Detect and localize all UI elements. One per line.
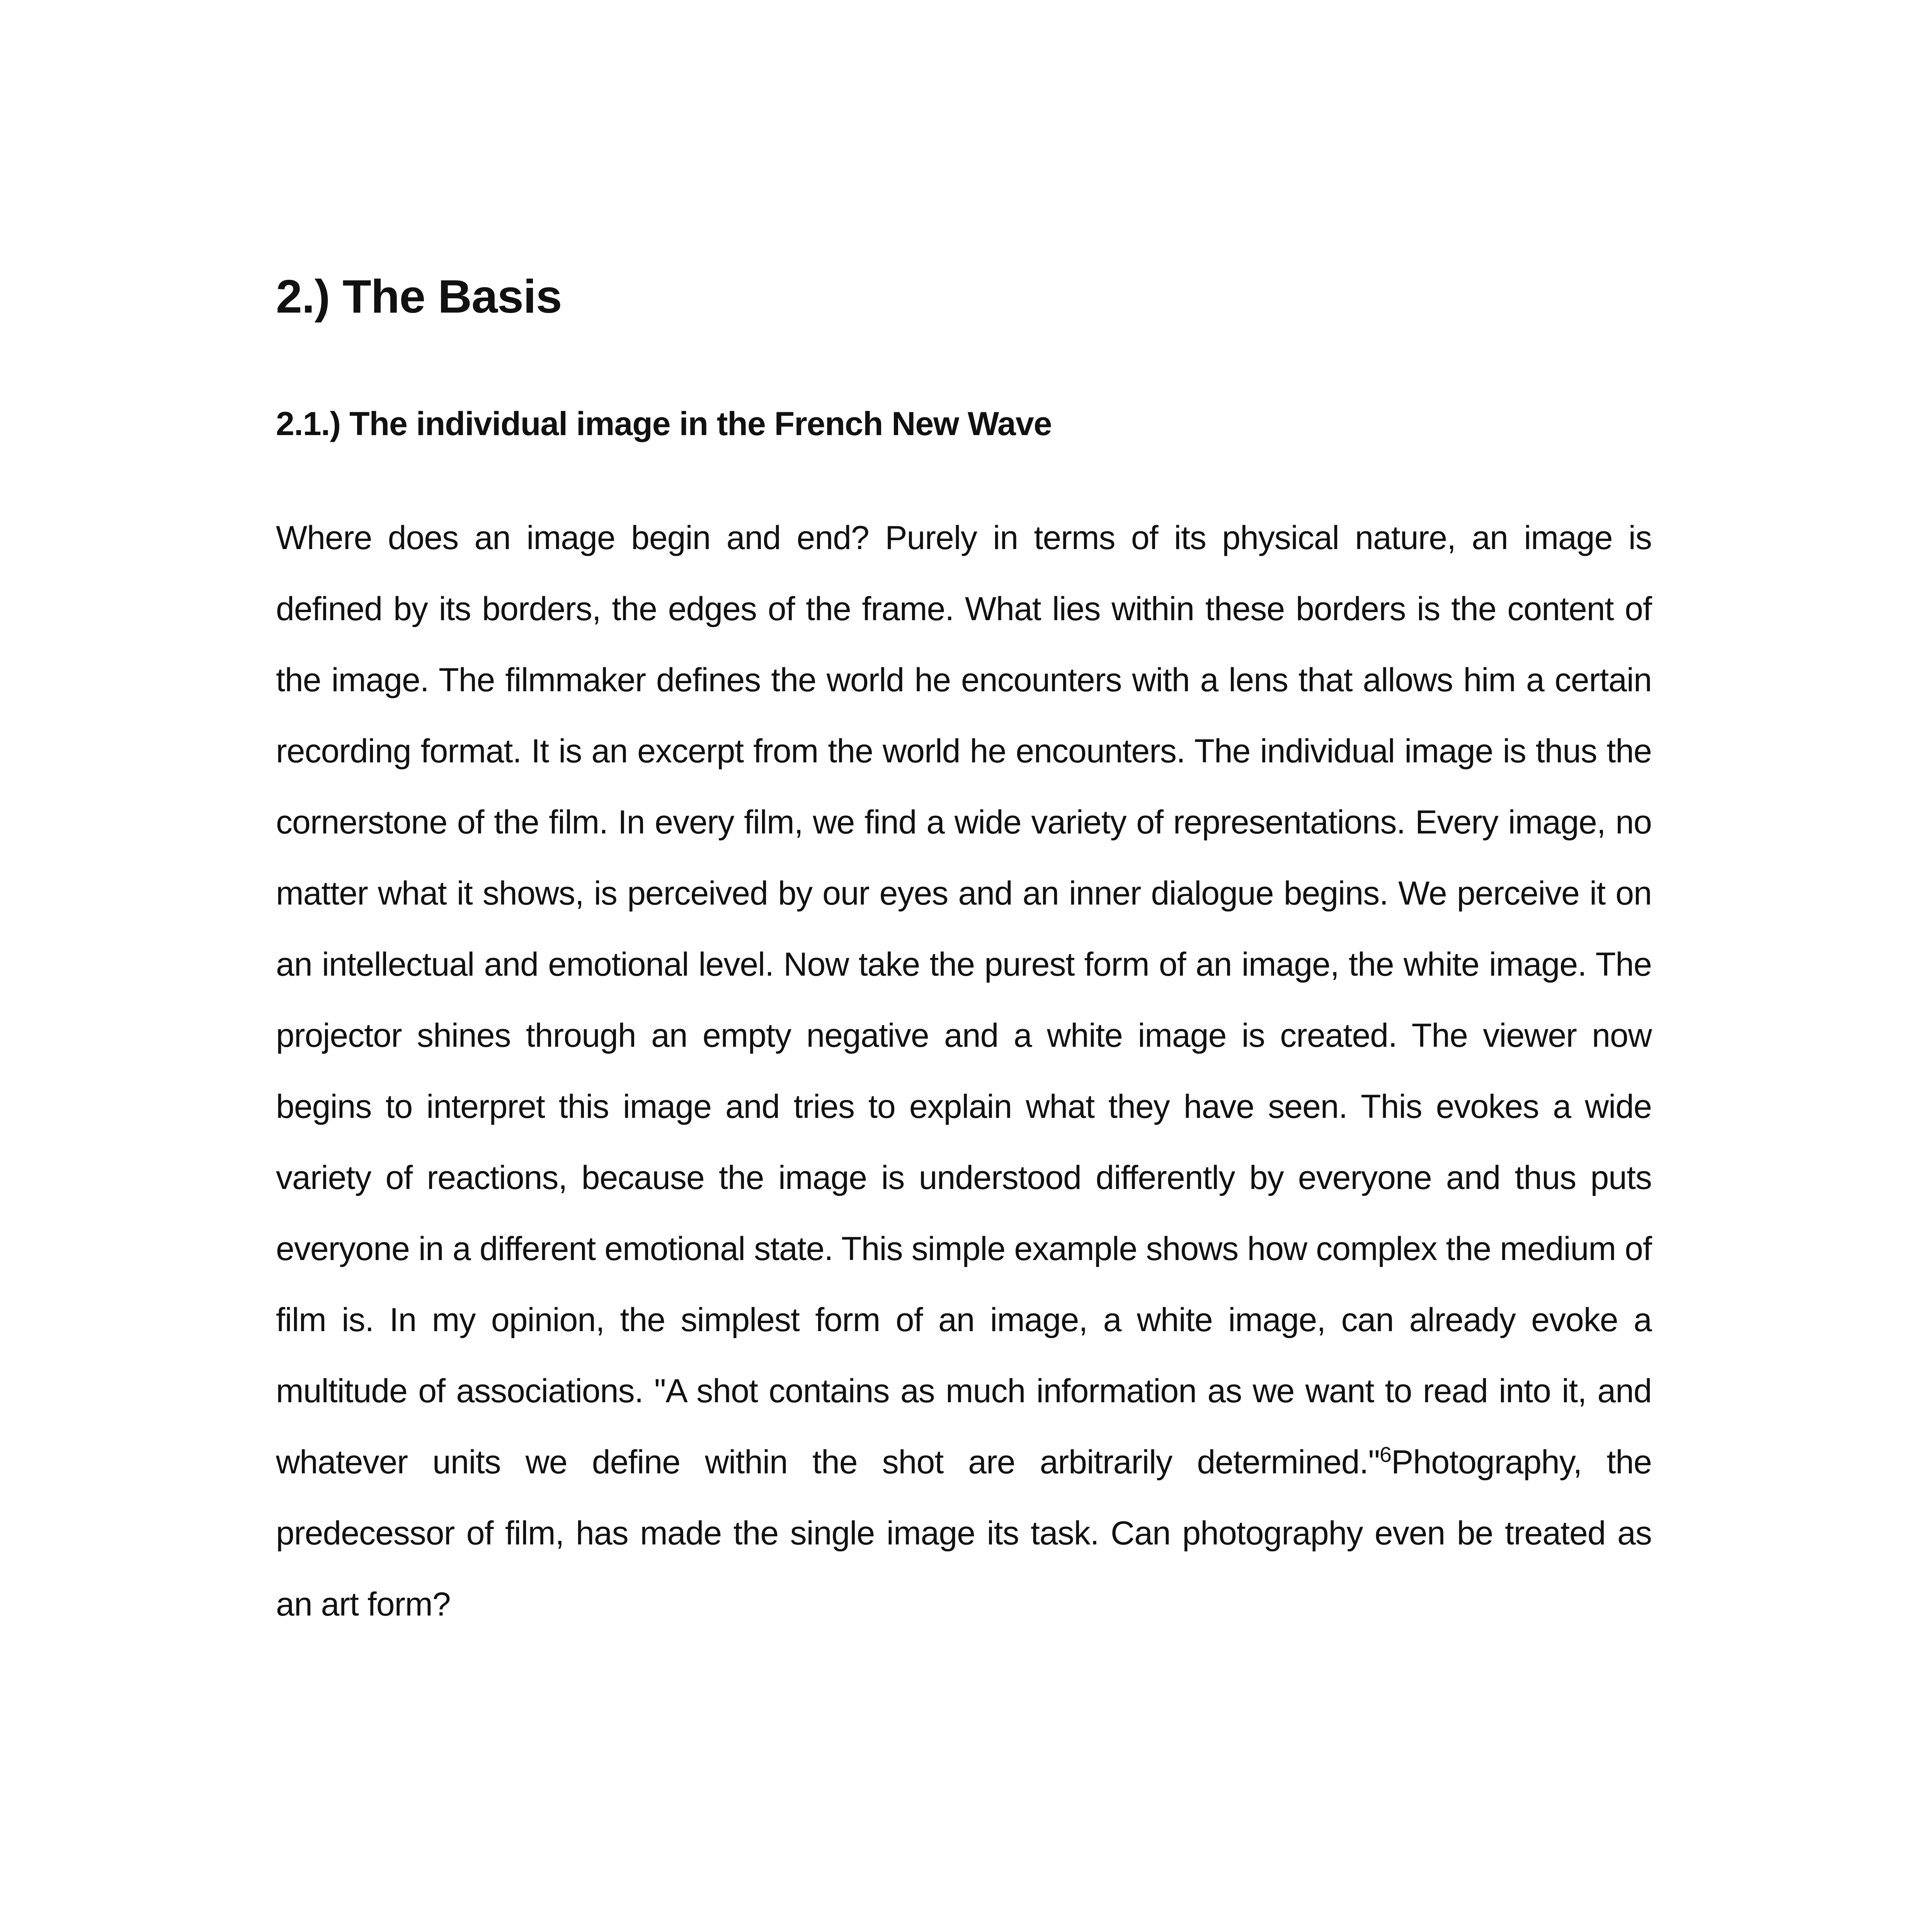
footnote-reference: 6 — [1380, 1442, 1392, 1467]
paragraph-text-after-reference: Photography, the predecessor of film, has made the single image its task. Can photography even be treated as an art form? — [276, 1444, 1652, 1623]
section-heading: 2.1.) The individual image in the French New Wave — [276, 405, 1052, 442]
paragraph-text-before-reference: Where does an image begin and end? Purely in terms of its physical nature, an image is defined by its borders, the edges of the frame. What lies within these borders is the content of the image. The filmmaker defines the world he encounters with a lens that allows him a certain recording format. It is an excerpt from the world he encounters. The individual image is thus the cornerstone of the film. In every film, we find a wide variety of representations. Every image, no matter what it shows, is perceived by our eyes and an inner dialogue begins. We perceive it on an intellectual and emotional level. Now take the purest form of an image, the white image. The projector shines through an empty negative and a white image is created. The viewer now begins to interpret this image and tries to explain what they have seen. This evokes a wide variety of reactions, because the image is understood differently by everyone and thus puts everyone in a different emotional state. This simple example shows how complex the medium of film is. In my opinion, the simplest form of an image, a white image, can already evoke a multitude of associations. "A shot contains as much information as we want to read into it, and whatever units we define within the shot are arbitrarily determined." — [276, 519, 1652, 1481]
body-paragraph — [276, 502, 1652, 1640]
chapter-heading: 2.) The Basis — [276, 270, 562, 323]
